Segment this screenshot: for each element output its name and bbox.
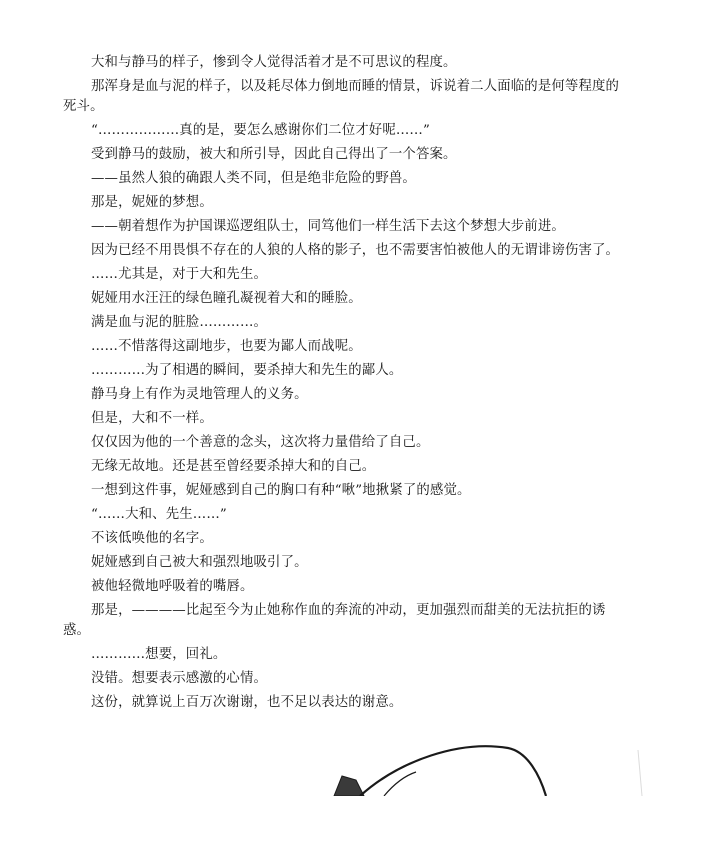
paragraph-24: …………想要，回礼。 (91, 647, 227, 662)
paragraph-1: 大和与静马的样子，惨到令人觉得活着才是不可思议的程度。 (91, 55, 457, 70)
paragraph-23: 那是，————比起至今为止她称作血的奔流的冲动，更加强烈而甜美的无法抗拒的诱惑。 (63, 603, 606, 638)
illustration-sketch (320, 736, 650, 796)
illustration-dark-shape (334, 776, 364, 796)
illustration-edge-line (638, 750, 642, 796)
paragraph-14: 静马身上有作为灵地管理人的义务。 (91, 387, 308, 402)
paragraph-8: 因为已经不用畏惧不存在的人狼的人格的影子，也不需要害怕被他人的无谓诽谤伤害了。 (91, 243, 620, 258)
paragraph-20: 不该低唤他的名字。 (91, 531, 213, 546)
illustration-fragment (320, 736, 650, 796)
paragraph-19: “……大和、先生……” (91, 507, 227, 522)
paragraph-9: ……尤其是，对于大和先生。 (91, 267, 268, 282)
paragraph-25: 没错。想要表示感激的心情。 (91, 671, 268, 686)
illustration-arc-line (360, 746, 546, 796)
paragraph-12: ……不惜落得这副地步，也要为鄙人而战呢。 (91, 339, 362, 354)
paragraph-2: 那浑身是血与泥的样子，以及耗尽体力倒地而睡的情景，诉说着二人面临的是何等程度的死斗。 (63, 79, 620, 114)
paragraph-11: 满是血与泥的脏脸…………。 (91, 315, 268, 330)
paragraph-4: 受到静马的鼓励，被大和所引导，因此自己得出了一个答案。 (91, 147, 457, 162)
paragraph-7: ——朝着想作为护国课巡逻组队士，同笃他们一样生活下去这个梦想大步前进。 (91, 219, 565, 234)
paragraph-22: 被他轻微地呼吸着的嘴唇。 (91, 579, 254, 594)
paragraph-17: 无缘无故地。还是甚至曾经要杀掉大和的自己。 (91, 459, 376, 474)
paragraph-26: 这份，就算说上百万次谢谢，也不足以表达的谢意。 (91, 695, 403, 710)
paragraph-10: 妮娅用水汪汪的绿色瞳孔凝视着大和的睡脸。 (91, 291, 362, 306)
novel-text-block (63, 53, 623, 717)
paragraph-21: 妮娅感到自己被大和强烈地吸引了。 (91, 555, 308, 570)
paragraph-16: 仅仅因为他的一个善意的念头，这次将力量借给了自己。 (91, 435, 430, 450)
paragraph-18: 一想到这件事，妮娅感到自己的胸口有种“啾”地揪紧了的感觉。 (91, 483, 471, 498)
paragraph-5: ——虽然人狼的确跟人类不同，但是绝非危险的野兽。 (91, 171, 416, 186)
paragraph-6: 那是，妮娅的梦想。 (91, 195, 213, 210)
paragraph-13: …………为了相遇的瞬间，要杀掉大和先生的鄙人。 (91, 363, 403, 378)
paragraph-15: 但是，大和不一样。 (91, 411, 213, 426)
paragraph-3: “………………真的是，要怎么感谢你们二位才好呢……” (91, 123, 430, 138)
